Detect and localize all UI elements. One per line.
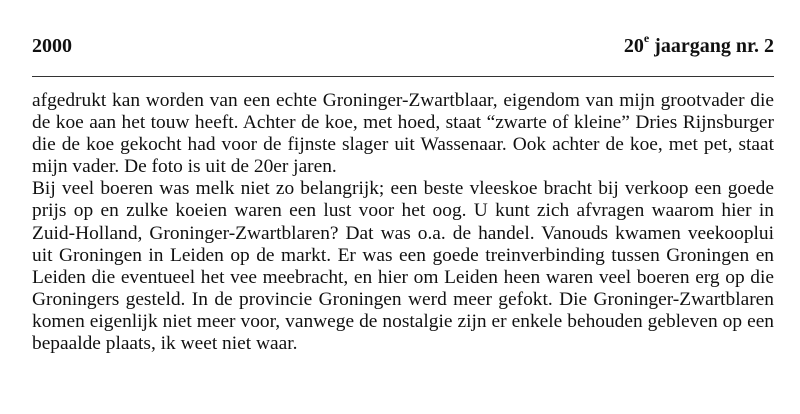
header-issue xyxy=(623,31,774,58)
header-year: 2000 xyxy=(32,35,72,57)
header-divider xyxy=(32,76,774,77)
issue-number: 20 xyxy=(623,35,644,57)
article-body xyxy=(32,90,774,355)
issue-label: jaargang nr. 2 xyxy=(649,35,774,57)
paragraph-1: afgedrukt kan worden van een echte Groninger-Zwartblaar, eigendom van mijn grootvader die de koe aan het touw heeft. Achter de koe, met hoed, staat “zwarte of kleine” Dries Rijnsburger die de koe gekocht had voor de fijnste slager uit Wassenaar. Ook achter de koe, met pet, staat mijn vader. De foto is uit de 20er jaren. xyxy=(32,90,774,178)
page-header xyxy=(32,31,774,64)
paragraph-2: Bij veel boeren was melk niet zo belangrijk; een beste vleeskoe bracht bij verkoop een goede prijs op en zulke koeien waren een lust voor het oog. U kunt zich afvragen waarom hier in Zuid-Holland, Groninger-Zwartblaren? Dat was o.a. de handel. Vanouds kwamen veekooplui uit Groningen in Leiden op de markt. Er was een goede treinverbinding tussen Groningen en Leiden die eventueel het vee meebracht, en hier om Leiden heen waren veel boeren erg op die Groningers gesteld. In de provincie Groningen werd meer gefokt. Die Groninger-Zwartblaren komen eigenlijk niet meer voor, vanwege de nostalgie zijn er enkele behouden gebleven op een bepaalde plaats, ik weet niet waar. xyxy=(32,178,774,355)
issue-superscript: e xyxy=(643,31,650,46)
document-page xyxy=(32,31,774,355)
